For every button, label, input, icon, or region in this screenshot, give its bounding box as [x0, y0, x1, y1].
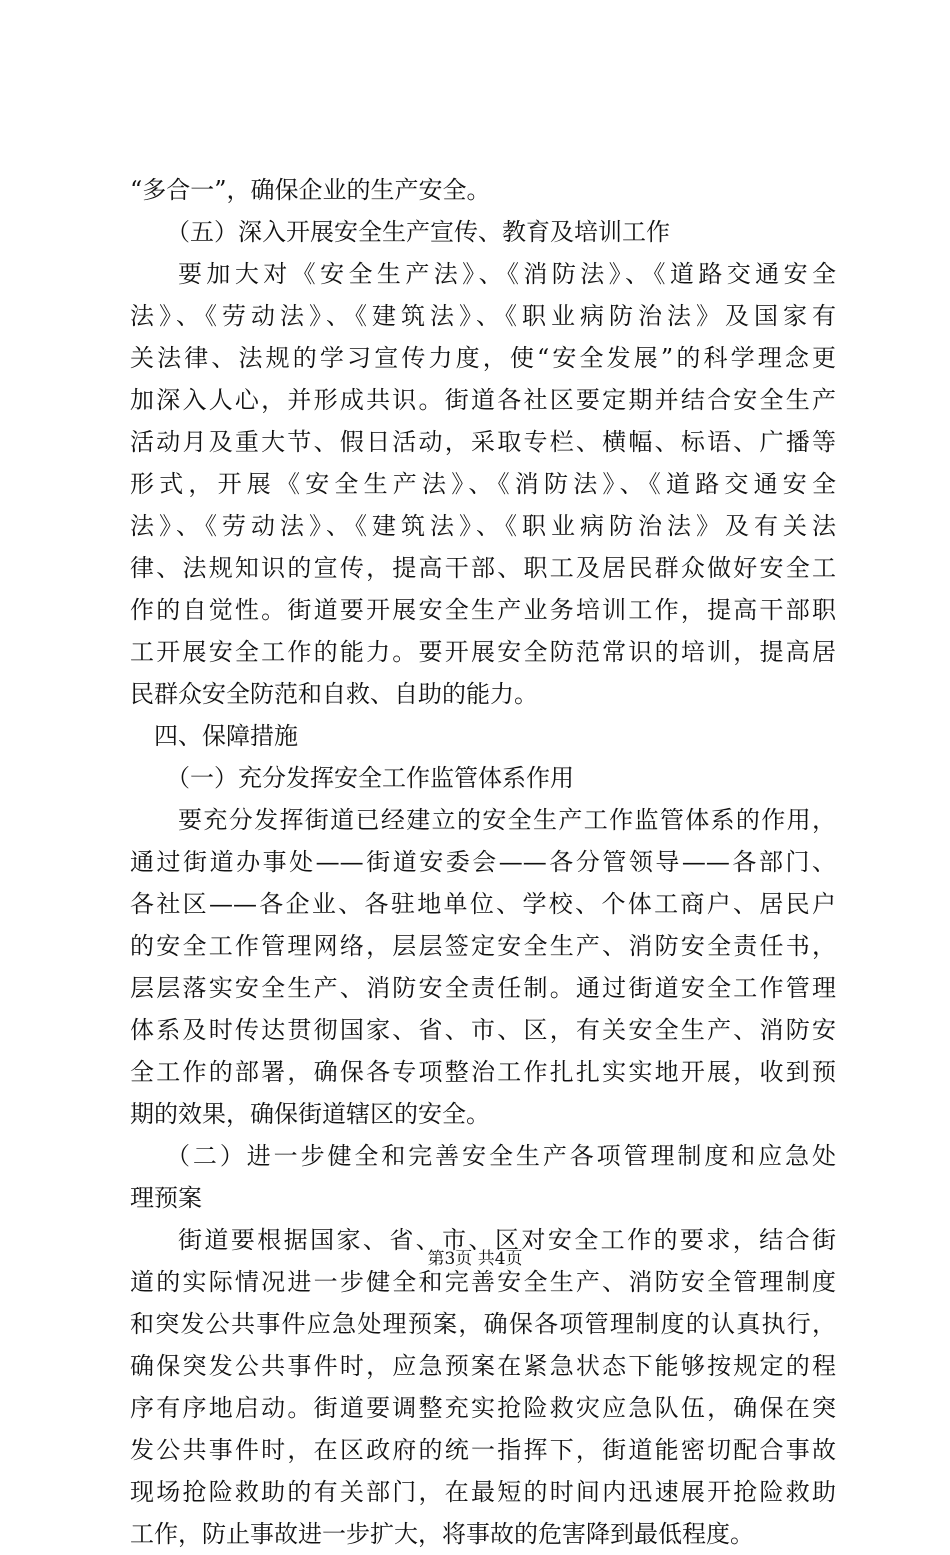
text-line: 层层落实安全生产、消防安全责任制。通过街道安全工作管理 — [130, 974, 836, 1002]
text-line: 和突发公共事件应急处理预案，确保各项管理制度的认真执行， — [130, 1310, 836, 1338]
text-line: 四、保障措施 — [154, 722, 298, 750]
text-line: 关法律、法规的学习宣传力度，使“安全发展”的科学理念更 — [130, 344, 836, 372]
text-line: 街道要根据国家、省、市、区对安全工作的要求，结合街 — [178, 1226, 836, 1254]
document-body — [130, 169, 836, 1555]
text-line: 法》、《劳动法》、《建筑法》、《职业病防治法》及有关法 — [130, 512, 836, 540]
text-line: 道的实际情况进一步健全和完善安全生产、消防安全管理制度 — [130, 1268, 836, 1296]
text-line: 全工作的部署，确保各专项整治工作扎扎实实地开展，收到预 — [130, 1058, 836, 1086]
text-line: 各社区——各企业、各驻地单位、学校、个体工商户、居民户 — [130, 890, 836, 918]
page-footer: 第3页 共4页 — [427, 1249, 523, 1269]
text-line: 的安全工作管理网络，层层签定安全生产、消防安全责任书， — [130, 932, 836, 960]
text-line: 活动月及重大节、假日活动，采取专栏、横幅、标语、广播等 — [130, 428, 836, 456]
text-line: 工作，防止事故进一步扩大，将事故的危害降到最低程度。 — [130, 1520, 754, 1548]
text-line: 确保突发公共事件时，应急预案在紧急状态下能够按规定的程 — [130, 1352, 836, 1380]
text-line: 要充分发挥街道已经建立的安全生产工作监管体系的作用， — [178, 806, 836, 834]
text-line: 通过街道办事处——街道安委会——各分管领导——各部门、 — [130, 848, 836, 876]
text-line: 民群众安全防范和自救、自助的能力。 — [130, 680, 538, 708]
text-line: 序有序地启动。街道要调整充实抢险救灾应急队伍，确保在突 — [130, 1394, 836, 1422]
text-line: （二）进一步健全和完善安全生产各项管理制度和应急处 — [166, 1142, 836, 1170]
text-line: 作的自觉性。街道要开展安全生产业务培训工作，提高干部职 — [130, 596, 836, 624]
text-line: 理预案 — [130, 1184, 202, 1212]
text-line: 加深入人心，并形成共识。街道各社区要定期并结合安全生产 — [130, 386, 836, 414]
text-line: 工开展安全工作的能力。要开展安全防范常识的培训，提高居 — [130, 638, 836, 666]
text-line: 要加大对《安全生产法》、《消防法》、《道路交通安全 — [178, 260, 836, 288]
text-line: 律、法规知识的宣传，提高干部、职工及居民群众做好安全工 — [130, 554, 836, 582]
text-line: 形式，开展《安全生产法》、《消防法》、《道路交通安全 — [130, 470, 836, 498]
text-line: 期的效果，确保街道辖区的安全。 — [130, 1100, 490, 1128]
text-line: 法》、《劳动法》、《建筑法》、《职业病防治法》及国家有 — [130, 302, 836, 330]
text-line: “多合一”，确保企业的生产安全。 — [130, 176, 491, 204]
text-line: （一）充分发挥安全工作监管体系作用 — [166, 764, 574, 792]
text-line: 体系及时传达贯彻国家、省、市、区，有关安全生产、消防安 — [130, 1016, 836, 1044]
text-line: （五）深入开展安全生产宣传、教育及培训工作 — [166, 218, 670, 246]
text-line: 现场抢险救助的有关部门，在最短的时间内迅速展开抢险救助 — [130, 1478, 836, 1506]
text-line: 发公共事件时，在区政府的统一指挥下，街道能密切配合事故 — [130, 1436, 836, 1464]
